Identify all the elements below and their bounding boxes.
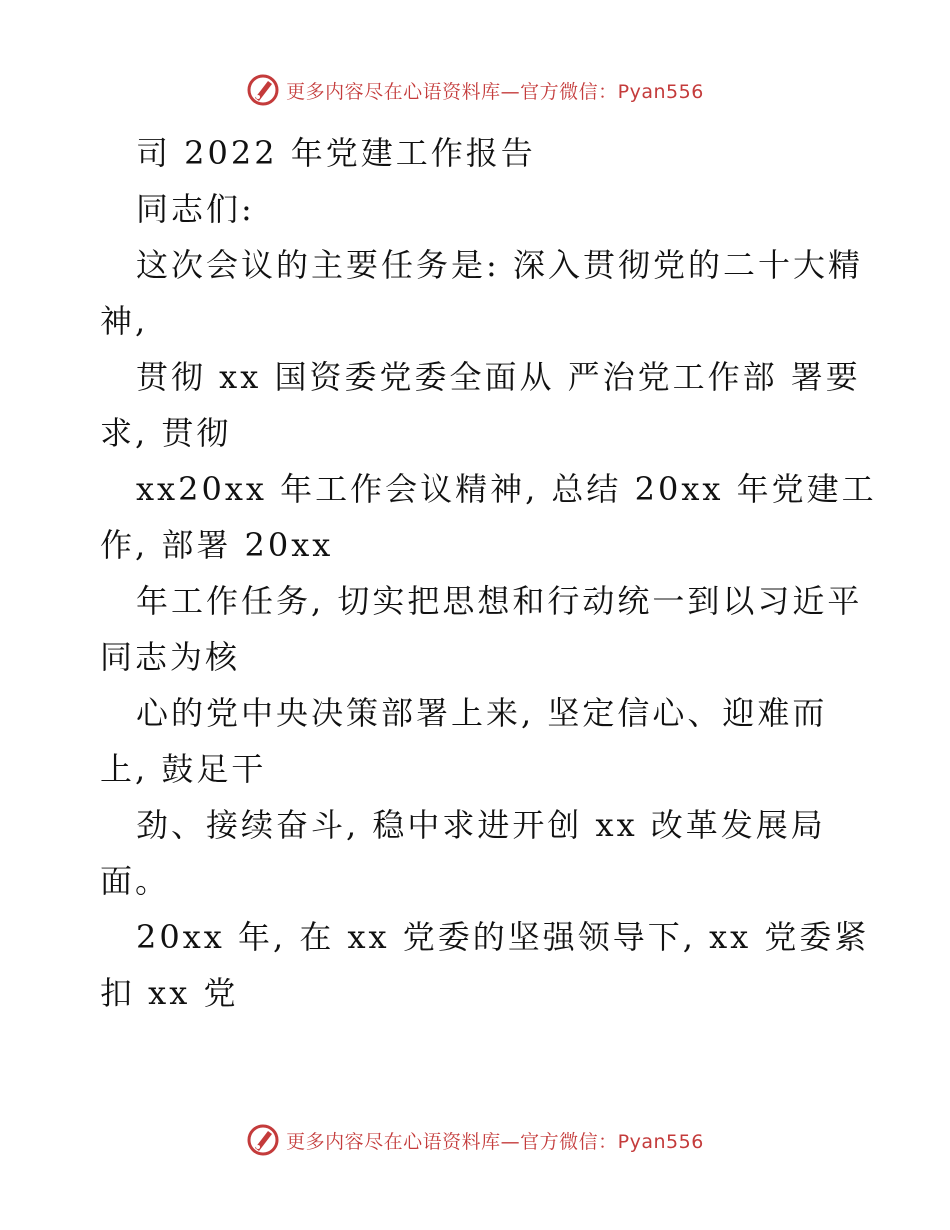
- document-line: 同志们:: [136, 190, 255, 228]
- document-line: 20xx 年, 在 xx 党委的坚强领导下, xx 党委紧: [136, 918, 870, 956]
- header-banner-inner: [246, 73, 704, 107]
- document-line: 劲、接续奋斗, 稳中求进开创 xx 改革发展局: [136, 806, 826, 844]
- document-line: 作, 部署 20xx: [100, 526, 334, 564]
- document-line: 年工作任务, 切实把思想和行动统一到以习近平: [136, 582, 863, 620]
- document-line: 面。: [100, 862, 171, 900]
- document-line: 贯彻 xx 国资委党委全面从 严治党工作部 署要: [136, 358, 861, 396]
- pen-logo-icon: [246, 73, 280, 107]
- document-line: 神,: [100, 302, 149, 340]
- header-banner: [0, 70, 950, 110]
- document-line: 求, 贯彻: [100, 414, 232, 452]
- document-line: 上, 鼓足干: [100, 750, 267, 788]
- document-line: xx20xx 年工作会议精神, 总结 20xx 年党建工: [136, 470, 877, 508]
- document-line: 司 2022 年党建工作报告: [136, 134, 536, 172]
- document-body: [100, 125, 877, 1021]
- footer-banner-text: 更多内容尽在心语资料库—官方微信：Pyan556: [286, 1130, 704, 1153]
- document-line: 同志为核: [100, 638, 241, 676]
- document-line: 扣 xx 党: [100, 974, 239, 1012]
- pen-logo-icon: [246, 1123, 280, 1157]
- document-line: 这次会议的主要任务是: 深入贯彻党的二十大精: [136, 246, 863, 284]
- header-banner-text: 更多内容尽在心语资料库—官方微信：Pyan556: [286, 80, 704, 103]
- footer-banner: [0, 1120, 950, 1160]
- document-line: 心的党中央决策部署上来, 坚定信心、迎难而: [136, 694, 828, 732]
- footer-banner-inner: [246, 1123, 704, 1157]
